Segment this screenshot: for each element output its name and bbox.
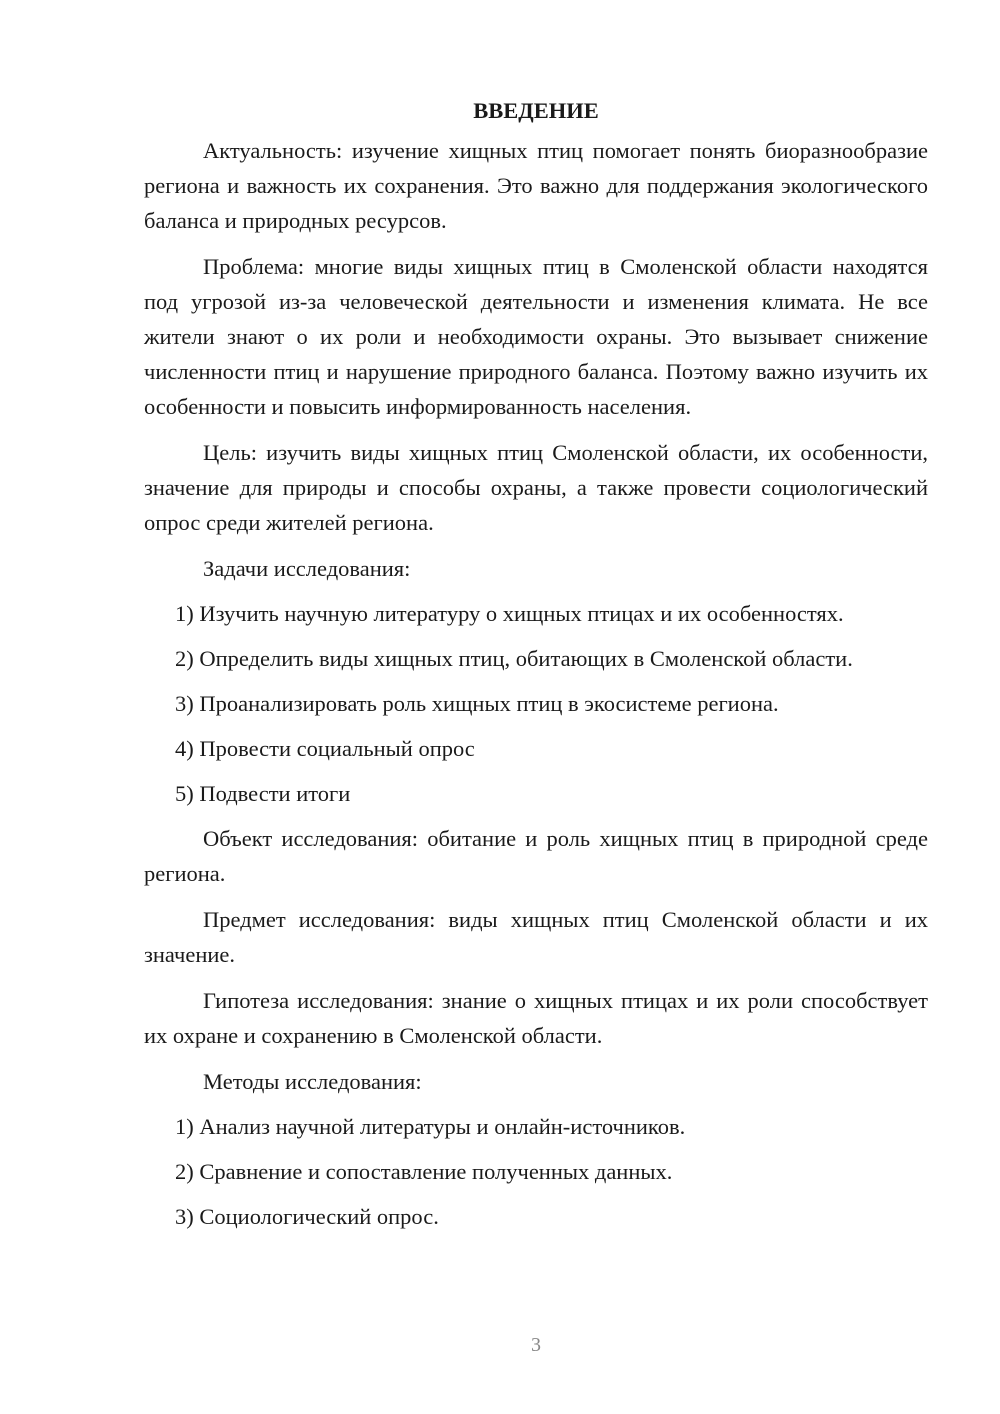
page-content xyxy=(144,93,928,1244)
methods-heading: Методы исследования: xyxy=(203,1069,422,1094)
task-item: 4) Провести социальный опрос xyxy=(175,736,475,761)
method-item: 2) Сравнение и сопоставление полученных данных. xyxy=(175,1159,673,1184)
task-item: 3) Проанализировать роль хищных птиц в экосистеме региона. xyxy=(175,691,779,716)
task-item: 5) Подвести итоги xyxy=(175,781,351,806)
subject-paragraph: Предмет исследования: виды хищных птиц Смоленской области и их значение. xyxy=(144,907,928,967)
method-item: 1) Анализ научной литературы и онлайн-источников. xyxy=(175,1114,686,1139)
hypothesis-paragraph: Гипотеза исследования: знание о хищных птицах и их роли способствует их охране и сохранению в Смоленской области. xyxy=(144,988,928,1048)
tasks-heading: Задачи исследования: xyxy=(203,556,411,581)
relevance-paragraph: Актуальность: изучение хищных птиц помогает понять биоразнообразие региона и важность их сохранения. Это важно для поддержания экологического баланса и природных ресурсов. xyxy=(144,138,928,233)
goal-paragraph: Цель: изучить виды хищных птиц Смоленской области, их особенности, значение для природы и способы охраны, а также провести социологический опрос среди жителей региона. xyxy=(144,440,928,535)
task-item: 1) Изучить научную литературу о хищных птицах и их особенностях. xyxy=(175,601,844,626)
object-paragraph: Объект исследования: обитание и роль хищных птиц в природной среде региона. xyxy=(144,826,928,886)
page-number: 3 xyxy=(531,1334,541,1356)
method-item: 3) Социологический опрос. xyxy=(175,1204,439,1229)
section-title: ВВЕДЕНИЕ xyxy=(473,98,599,123)
problem-paragraph: Проблема: многие виды хищных птиц в Смоленской области находятся под угрозой из-за человеческой деятельности и изменения климата. Не все жители знают о их роли и необходимости охраны. Это вызывает снижение численности птиц и нарушение природного баланса. Поэтому важно изучить их особенности и повысить информированность населения. xyxy=(144,254,928,419)
task-item: 2) Определить виды хищных птиц, обитающих в Смоленской области. xyxy=(175,646,853,671)
